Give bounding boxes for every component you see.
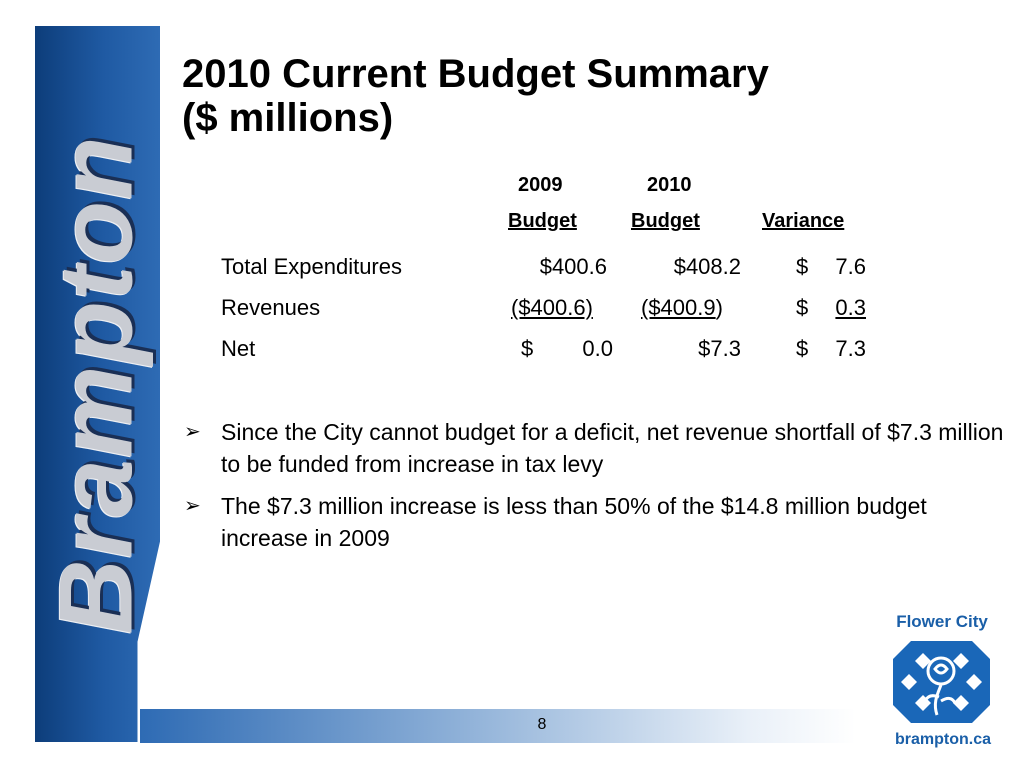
- slide-title: [182, 52, 769, 140]
- logo-url: brampton.ca: [894, 731, 991, 748]
- bullet-item: [184, 416, 1014, 480]
- bullet-text: The $7.3 million increase is less than 50% of the $14.8 million budget increase in 2009: [221, 493, 927, 551]
- row-label-revenues: Revenues: [221, 295, 321, 320]
- row-label-net: Net: [221, 336, 256, 361]
- flower-city-logo-icon: [893, 641, 990, 723]
- cell-2010-net: $7.3: [698, 336, 741, 361]
- cell-2009-net: 0.0: [582, 336, 613, 361]
- cell-variance-total-expenditures: 7.6: [835, 254, 866, 279]
- cell-variance-sign-net: $: [796, 336, 809, 361]
- cell-2010-revenues-close: ): [715, 295, 723, 320]
- cell-variance-sign-total-expenditures: $: [796, 254, 809, 279]
- header-variance: Variance: [762, 210, 845, 232]
- title-line-1: 2010 Current Budget Summary: [182, 52, 769, 96]
- bullet-item: [184, 490, 1014, 554]
- cell-variance-net: 7.3: [835, 336, 866, 361]
- cell-2009-total-expenditures: $400.6: [539, 254, 607, 279]
- footer-bar: [140, 709, 856, 743]
- cell-variance-sign-revenues: $: [796, 295, 809, 320]
- header-year-2009: 2009: [518, 174, 563, 196]
- bullet-text: Since the City cannot budget for a deficit, net revenue shortfall of $7.3 million to be funded from increase in tax levy: [221, 419, 1004, 477]
- cell-2009-revenues: ($400.6): [511, 295, 593, 320]
- row-label-total-expenditures: Total Expenditures: [221, 254, 402, 279]
- arrow-bullet-icon: ➢: [184, 421, 201, 443]
- cell-variance-revenues: 0.3: [835, 295, 866, 320]
- brand-wordmark: Brampton: [38, 135, 155, 635]
- logo-label: Flower City: [896, 612, 988, 631]
- header-year-2010: 2010: [647, 174, 692, 196]
- cell-2010-revenues: [641, 295, 723, 321]
- title-line-2: ($ millions): [182, 96, 394, 140]
- page-number: 8: [537, 716, 547, 733]
- header-budget-2009: Budget: [508, 210, 577, 232]
- cell-2009-net-sign: $: [521, 336, 534, 361]
- cell-2010-total-expenditures: $408.2: [673, 254, 741, 279]
- header-budget-2010: Budget: [631, 210, 700, 232]
- cell-2010-revenues-value: ($400.9: [641, 295, 716, 320]
- rose-emblem-icon: [893, 641, 990, 723]
- arrow-bullet-icon: ➢: [184, 495, 201, 517]
